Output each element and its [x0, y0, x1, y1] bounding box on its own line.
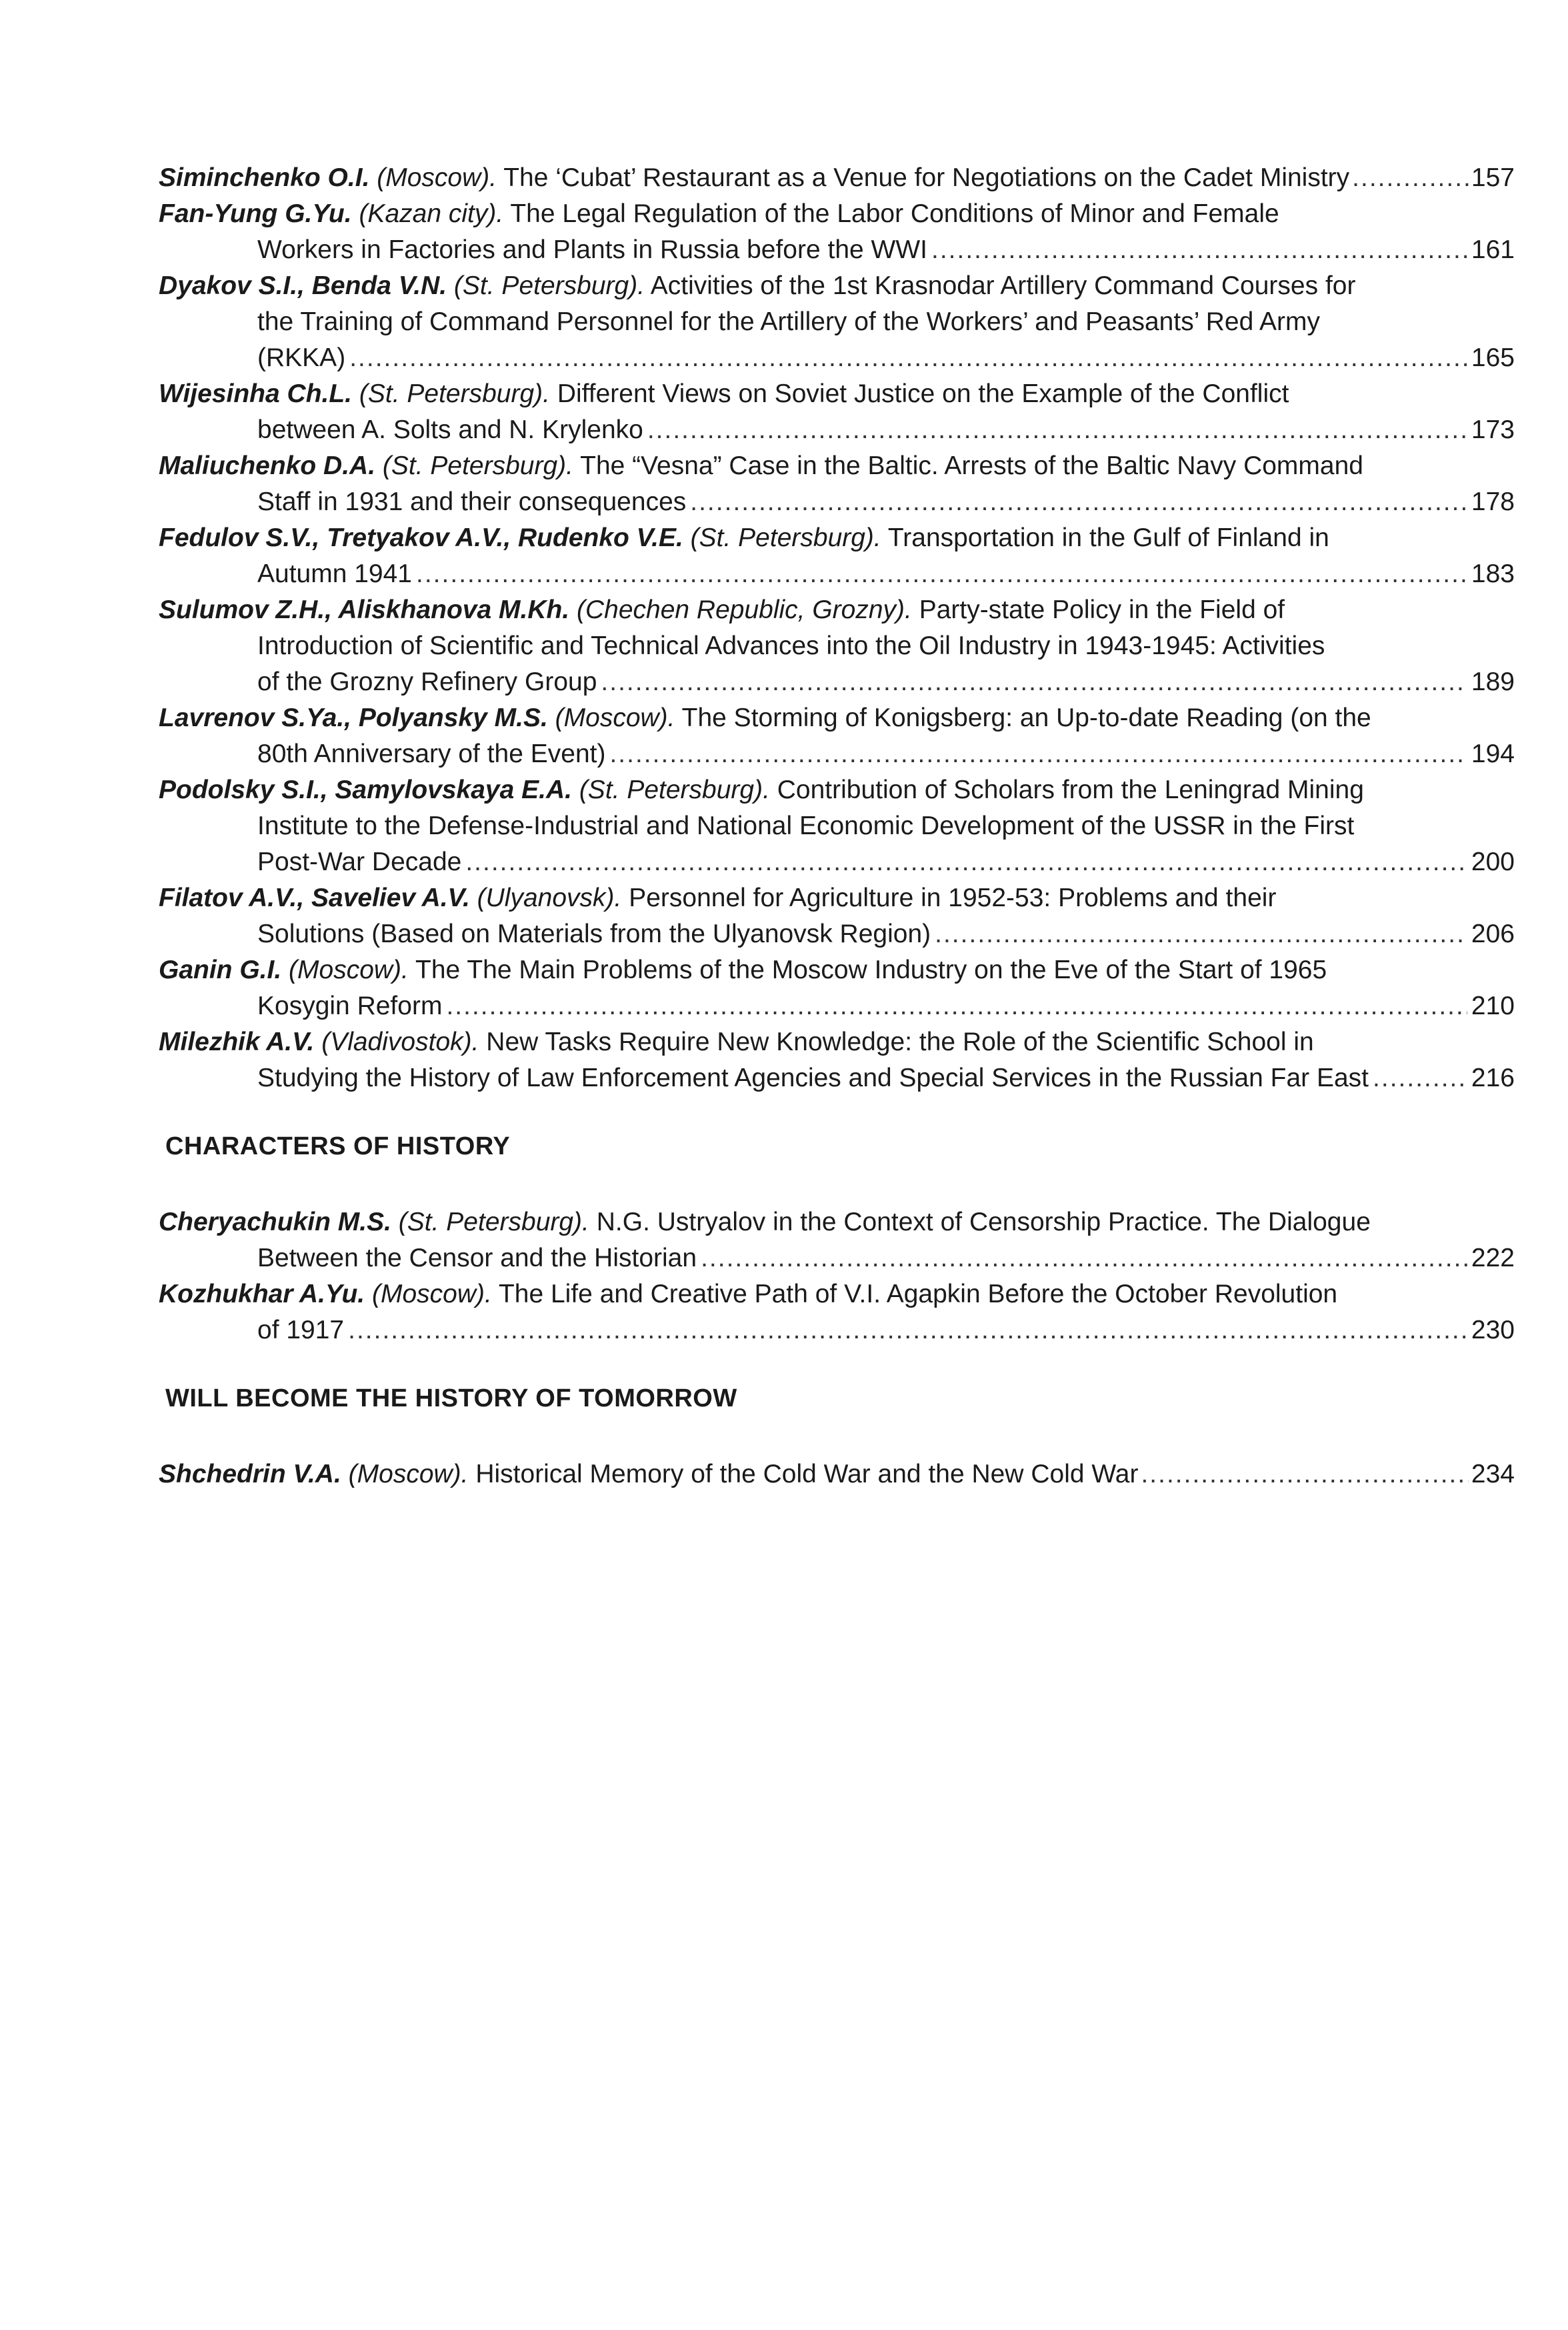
entry-author: Filatov A.V., Saveliev A.V. [159, 884, 470, 912]
entry-page-number: 234 [1471, 1460, 1515, 1488]
entry-title-line: Transportation in the Gulf of Finland in [887, 523, 1329, 552]
entry-page-number: 194 [1471, 740, 1515, 768]
entry-city: (St. Petersburg). [359, 379, 550, 408]
dot-leader [465, 844, 1467, 880]
toc-entry [159, 1024, 1515, 1096]
entry-title-line: Activities of the 1st Krasnodar Artillery Command Courses for [650, 271, 1356, 300]
entry-author: Cheryachukin M.S. [159, 1208, 391, 1236]
section-heading-tomorrow: WILL BECOME THE HISTORY OF TOMORROW [165, 1384, 737, 1412]
entry-city: (Moscow). [371, 1280, 492, 1308]
entry-city: (St. Petersburg). [453, 271, 645, 300]
entry-title-line: the Training of Command Personnel for the Artillery of the Workers’ and Peasants’ Red Army [257, 307, 1320, 336]
dot-leader [1352, 160, 1469, 196]
entry-page-number: 161 [1471, 235, 1515, 264]
dot-leader [416, 556, 1467, 592]
entry-page-number: 206 [1471, 920, 1515, 948]
entry-title-line: The Storming of Konigsberg: an Up-to-date Reading (on the [681, 704, 1371, 732]
toc-entry [159, 700, 1515, 772]
toc-entry [159, 772, 1515, 880]
entry-page-number: 222 [1471, 1244, 1515, 1272]
entry-title-line: Kosygin Reform [257, 992, 443, 1020]
entry-author: Fedulov S.V., Tretyakov A.V., Rudenko V.E. [159, 523, 683, 552]
entry-author: Sulumov Z.H., Aliskhanova M.Kh. [159, 596, 570, 624]
entry-title-line: Introduction of Scientific and Technical Advances into the Oil Industry in 1943-1945: Activities [257, 632, 1325, 660]
entry-author: Maliuchenko D.A. [159, 451, 376, 480]
entry-author: Milezhik A.V. [159, 1028, 315, 1056]
toc-entry [159, 376, 1515, 448]
entry-city: (St. Petersburg). [690, 523, 881, 552]
dot-leader [601, 664, 1467, 700]
entry-page-number: 189 [1471, 668, 1515, 696]
entry-title-line: of the Grozny Refinery Group [257, 668, 597, 696]
entry-title-line: of 1917 [257, 1316, 345, 1344]
toc-content [159, 160, 1515, 1492]
entry-city: (Moscow). [289, 956, 409, 984]
entry-author: Ganin G.I. [159, 956, 282, 984]
dot-leader [701, 1240, 1467, 1276]
entry-title-line: Institute to the Defense-Industrial and National Economic Development of the USSR in the First [257, 812, 1355, 840]
entry-title-line: Between the Censor and the Historian [257, 1244, 697, 1272]
entry-title-line: Workers in Factories and Plants in Russia before the WWI [257, 235, 927, 264]
toc-entry [159, 592, 1515, 700]
entry-city: (Kazan city). [359, 199, 504, 228]
entry-page-number: 178 [1471, 487, 1515, 516]
entry-page-number: 165 [1471, 343, 1515, 372]
toc-entry [159, 160, 1515, 196]
dot-leader [647, 412, 1467, 448]
entry-author: Wijesinha Ch.L. [159, 379, 353, 408]
entry-city: (St. Petersburg). [579, 776, 770, 804]
entry-page-number: 157 [1471, 163, 1515, 192]
toc-entry [159, 952, 1515, 1024]
toc-entry [159, 520, 1515, 592]
entry-title-line: The “Vesna” Case in the Baltic. Arrests of the Baltic Navy Command [580, 451, 1363, 480]
entry-title-line: The The Main Problems of the Moscow Industry on the Eve of the Start of 1965 [415, 956, 1327, 984]
entry-title-line: Different Views on Soviet Justice on the Example of the Conflict [557, 379, 1289, 408]
entry-title-line: between A. Solts and N. Krylenko [257, 415, 643, 444]
entry-page-number: 183 [1471, 559, 1515, 588]
toc-entries-group-1 [159, 160, 1515, 1096]
entry-page-number: 210 [1471, 992, 1515, 1020]
entry-title-line: The Life and Creative Path of V.I. Agapkin Before the October Revolution [498, 1280, 1338, 1308]
dot-leader [690, 484, 1467, 520]
entry-city: (Vladivostok). [321, 1028, 479, 1056]
dot-leader [348, 1312, 1467, 1348]
entry-page-number: 200 [1471, 848, 1515, 876]
entry-title-line: Solutions (Based on Materials from the Ulyanovsk Region) [257, 920, 931, 948]
entry-title-line: Staff in 1931 and their consequences [257, 487, 687, 516]
toc-entry [159, 196, 1515, 268]
entry-author: Kozhukhar A.Yu. [159, 1280, 365, 1308]
entry-title-line: Party-state Policy in the Field of [919, 596, 1285, 624]
entry-page-number: 230 [1471, 1316, 1515, 1344]
toc-entries-group-3 [159, 1456, 1515, 1492]
entry-author: Siminchenko O.I. [159, 163, 370, 192]
toc-entry [159, 268, 1515, 376]
entry-title-line: Studying the History of Law Enforcement Agencies and Special Services in the Russian Far East [257, 1064, 1369, 1092]
dot-leader [349, 340, 1467, 376]
toc-entry [159, 1204, 1515, 1276]
dot-leader [931, 232, 1467, 268]
entry-city: (Moscow). [377, 163, 497, 192]
entry-city: (St. Petersburg). [398, 1208, 589, 1236]
toc-entry [159, 880, 1515, 952]
entry-title-line: Historical Memory of the Cold War and the New Cold War [475, 1460, 1139, 1488]
dot-leader [1141, 1456, 1468, 1492]
toc-entry [159, 1276, 1515, 1348]
section-heading-characters: CHARACTERS OF HISTORY [165, 1132, 511, 1160]
entry-author: Dyakov S.I., Benda V.N. [159, 271, 447, 300]
toc-entries-group-2 [159, 1204, 1515, 1348]
entry-title-line: The ‘Cubat’ Restaurant as a Venue for Negotiations on the Cadet Ministry [503, 163, 1350, 192]
toc-entry [159, 1456, 1515, 1492]
entry-page-number: 216 [1471, 1064, 1515, 1092]
entry-title-line: New Tasks Require New Knowledge: the Role of the Scientific School in [486, 1028, 1314, 1056]
entry-title-line: Autumn 1941 [257, 559, 413, 588]
entry-title-line: Contribution of Scholars from the Leningrad Mining [777, 776, 1364, 804]
dot-leader [446, 988, 1467, 1024]
entry-author: Shchedrin V.A. [159, 1460, 341, 1488]
entry-author: Podolsky S.I., Samylovskaya E.A. [159, 776, 572, 804]
entry-city: (Ulyanovsk). [477, 884, 622, 912]
entry-city: (Moscow). [555, 704, 675, 732]
entry-author: Fan-Yung G.Yu. [159, 199, 352, 228]
entry-title-line: N.G. Ustryalov in the Context of Censorship Practice. The Dialogue [596, 1208, 1371, 1236]
toc-entry [159, 448, 1515, 520]
entry-title-line: (RKKA) [257, 343, 346, 372]
entry-page-number: 173 [1471, 415, 1515, 444]
entry-city: (St. Petersburg). [382, 451, 573, 480]
dot-leader [609, 736, 1467, 772]
entry-title-line: The Legal Regulation of the Labor Conditions of Minor and Female [510, 199, 1279, 228]
entry-city: (Chechen Republic, Grozny). [576, 596, 912, 624]
dot-leader [935, 916, 1467, 952]
entry-author: Lavrenov S.Ya., Polyansky M.S. [159, 704, 548, 732]
entry-title-line: 80th Anniversary of the Event) [257, 740, 606, 768]
entry-title-line: Personnel for Agriculture in 1952-53: Problems and their [629, 884, 1277, 912]
dot-leader [1373, 1060, 1467, 1096]
entry-title-line: Post-War Decade [257, 848, 462, 876]
entry-city: (Moscow). [348, 1460, 469, 1488]
